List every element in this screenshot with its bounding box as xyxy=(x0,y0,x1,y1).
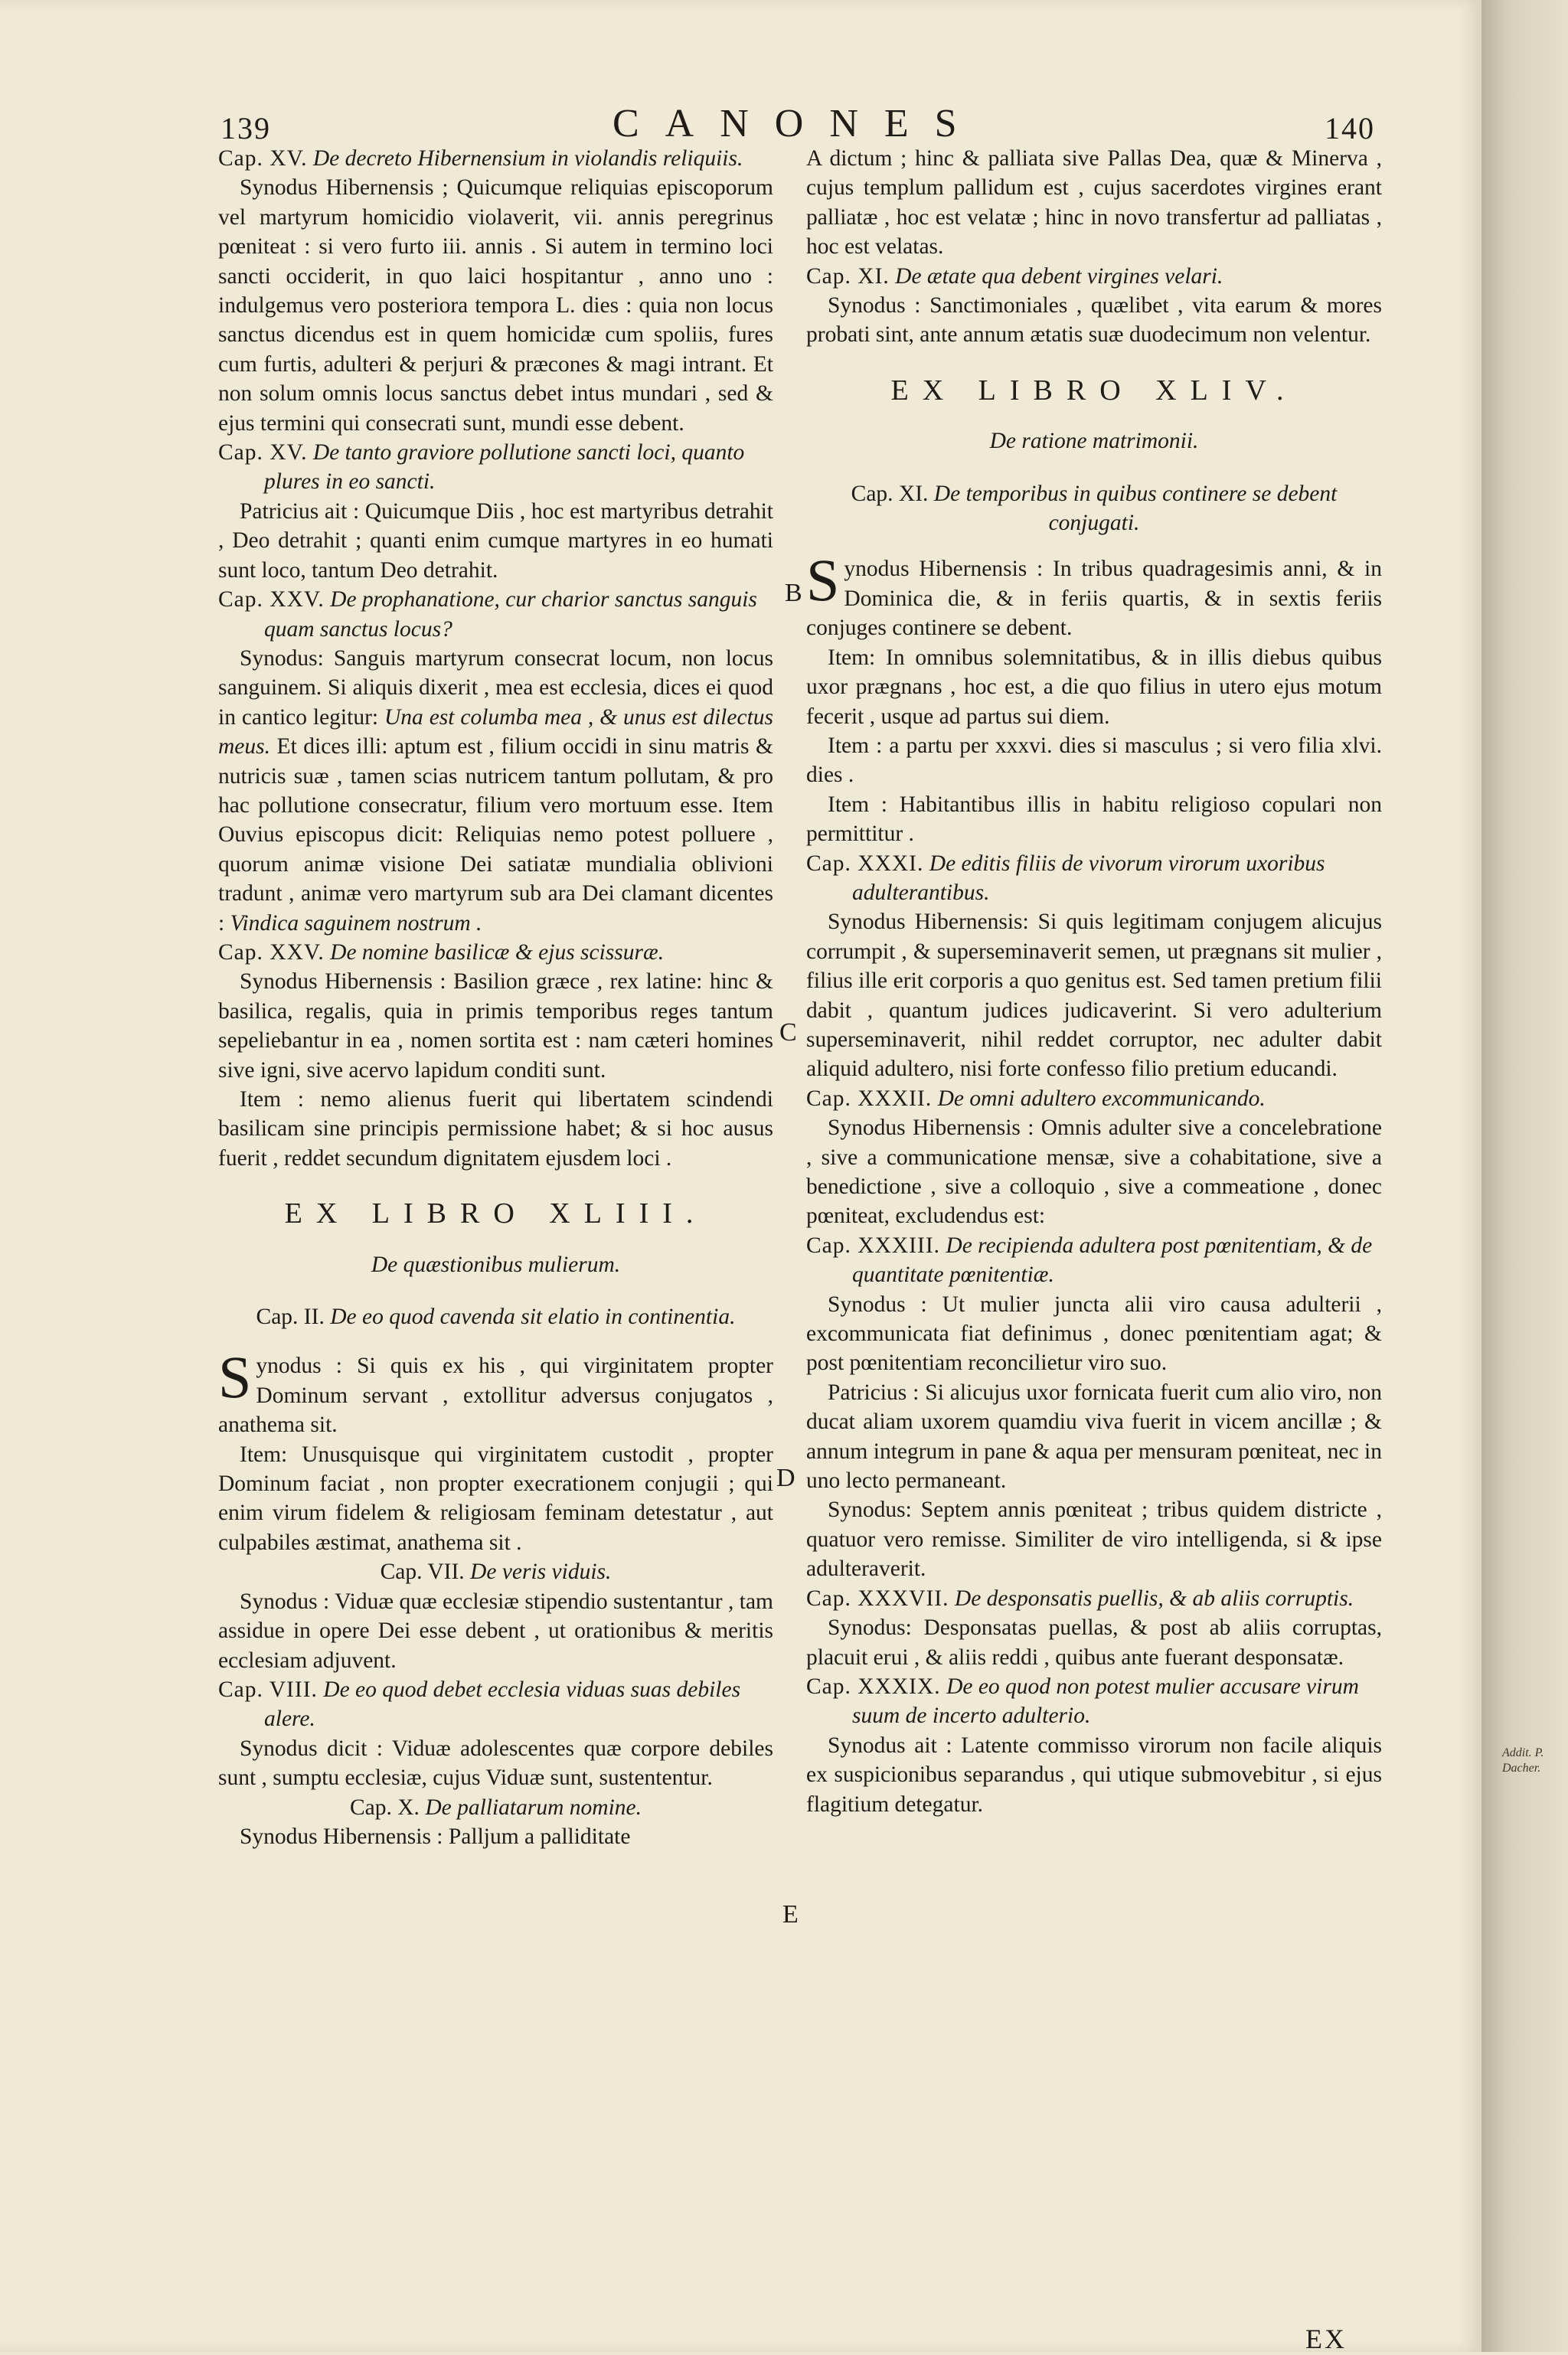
paragraph: Patricius : Si alicujus uxor fornicata fuerit cum alio viro, non ducat aliam uxorem quamdiu viva fuerit in vicem ancillæ ; & annum integrum in pane & aqua per mensuram pœniteat, nec in uno lecto permaneant. xyxy=(806,1380,1382,1494)
margin-letter-d: D xyxy=(776,1464,795,1492)
page-number-right: 140 xyxy=(1325,111,1375,145)
chapter-heading: Cap. XXXVII. De desponsatis puellis, & ab aliis corruptis. xyxy=(806,1586,1354,1611)
book-heading: EX LIBRO XLIII. xyxy=(284,1197,707,1230)
chapter-heading: Cap. II. De eo quod cavenda sit elatio in continentia. xyxy=(256,1305,736,1330)
book-heading: EX LIBRO XLIV. xyxy=(890,374,1298,407)
paragraph: Item : nemo alienus fuerit qui libertatem scindendi basilicam sine principis permissione habet; & si hoc ausus fuerit , reddet secundum dignitatem ejusdem loci . xyxy=(218,1087,773,1171)
paragraph: Synodus Hibernensis : In tribus quadragesimis anni, & in Dominica die, & in feriis quartis, & in sextis feriis conjuges continere se debent. xyxy=(806,547,1382,641)
paragraph: Synodus ait : Latente commisso virorum non facile aliquis ex suspicionibus separandus , qui utique submovebitur , si ejus flagitium detegatur. xyxy=(806,1733,1382,1817)
book-subtitle: De ratione matrimonii. xyxy=(989,429,1199,454)
paragraph: Synodus : Si quis ex his , qui virginitatem propter Dominum servant , extollitur adversus conjugatos , anathema sit. xyxy=(218,1344,773,1438)
chapter-heading: Cap. XXV. De prophanatione, cur charior sanctus sanguis quam sanctus locus? xyxy=(218,587,757,642)
chapter-heading: Cap. XI. De temporibus in quibus continere se debent conjugati. xyxy=(851,481,1338,536)
chapter-heading: Cap. VIII. De eo quod debet ecclesia viduas suas debiles alere. xyxy=(218,1677,741,1732)
left-column xyxy=(218,144,773,1851)
paragraph: Synodus Hibernensis: Si quis legitimam conjugem alicujus corrumpit , & superseminaverit semen, ut prægnans sit mulier , filius ille erit corporis a quo genitus est. Sed tamen pretium filii dabit , quantum judices judicaverint. Si vero adulterium superseminaverit, nihil reddet corruptor, nec adulter dabit aliquid adultero, nisi forte confesso filio pretium educandi. xyxy=(806,910,1382,1082)
right-column xyxy=(806,144,1382,1819)
chapter-heading: Cap. VII. De veris viduis. xyxy=(380,1560,612,1585)
paragraph: Synodus Hibernensis ; Quicumque reliquias episcoporum vel martyrum homicidio violaverit, vii. annis peregrinus pœniteat : si vero furto iii. annis . Si autem in termino loci sancti occiderit, in quo laici hospitantur , anno uno : indulgemus vero posteriora tempora L. dies : quia non locus sanctus dicendus est in quem homicidæ cum spoliis, fures cum furtis, adulteri & perjuri & præcones & magi intrant. Et non solum omnis locus sanctus debet intus mundari , sed & ejus termini qui consecrati sunt, mundi esse debent. xyxy=(218,175,773,436)
paragraph: Synodus Hibernensis : Palljum a palliditate xyxy=(240,1824,631,1849)
paragraph: Item : Habitantibus illis in habitu religioso copulari non permittitur . xyxy=(806,792,1382,847)
chapter-heading: Cap. XXXII. De omni adultero excommunicando. xyxy=(806,1086,1266,1111)
paragraph: Synodus: Sanguis martyrum consecrat locum, non locus sanguinem. Si aliquis dixerit , mea est ecclesia, dices ei quod in cantico legitur: Una est columba mea , & unus est dilectus meus. Et dices illi: aptum est , filium occidi in sinu matris & nutricis suæ , tamen scias nutricem tantum pollutam, & pro hac pollutione consecratur, filium vero mortuum esse. Item Ouvius episcopus dicit: Reliquias nemo potest polluere , quorum animæ visione Dei satiatæ mundialia oblivioni tradunt , animæ vero martyrum sub ara Dei clamant dicentes : Vindica saguinem nostrum . xyxy=(218,645,773,936)
paragraph: Synodus: Septem annis pœniteat ; tribus quidem districte , quatuor vero remisse. Similiter de viro intelligenda, si & ipse adulteraverit. xyxy=(806,1498,1382,1582)
paragraph: Patricius ait : Quicumque Diis , hoc est martyribus detrahit , Deo detrahit ; quanti enim cumque martyres in eo humati sunt loco, tantum Deo detrahit. xyxy=(218,498,773,583)
paragraph: A dictum ; hinc & palliata sive Pallas Dea, quæ & Minerva , cujus templum pallidum est , cujus sacerdotes virgines erant palliatæ , hoc est velatæ ; hinc in novo transfertur ad palliatas , hoc est velatas. xyxy=(806,146,1382,260)
page-number-left: 139 xyxy=(220,111,271,145)
book-spine xyxy=(1481,0,1568,2352)
paragraph: Synodus dicit : Viduæ adolescentes quæ corpore debiles sunt , sumptu ecclesiæ, cujus Viduæ sunt, sustententur. xyxy=(218,1736,773,1791)
chapter-heading: Cap. XV. De tanto graviore pollutione sancti loci, quanto plures in eo sancti. xyxy=(218,440,745,495)
catchword: EX xyxy=(1305,2324,1347,2354)
chapter-heading: Cap. XXXIII. De recipienda adultera post pœnitentiam, & de quantitate pœnitentiæ. xyxy=(806,1233,1373,1288)
edge-note: Addit. P. Dacher. xyxy=(1502,1746,1544,1775)
book-subtitle: De quæstionibus mulierum. xyxy=(371,1252,621,1277)
paragraph: Item: Unusquisque qui virginitatem custodit , propter Dominum faciat , non propter execrationem conjugii ; qui enim virum fidelem & religiosam feminam detestatur , aut culpabiles æstimat, anathema sit . xyxy=(218,1442,773,1555)
paragraph: Synodus : Sanctimoniales , quælibet , vita earum & mores probati sint, ante annum ætatis suæ duodecimum non velentur. xyxy=(806,293,1382,348)
chapter-heading: Cap. XV. De decreto Hibernensium in violandis reliquiis. xyxy=(218,146,743,171)
margin-letter-b: B xyxy=(785,579,802,607)
margin-letter-c: C xyxy=(779,1018,797,1047)
chapter-heading: Cap. XI. De ætate qua debent virgines velari. xyxy=(806,263,1223,289)
paragraph: Synodus Hibernensis : Omnis adulter sive a concelebratione , sive a communicatione mensæ, sive a cohabitatione, sive a benedictione , sive a colloquio , sive a commeatione , donec pœniteat, excludendus est: xyxy=(806,1115,1382,1229)
chapter-heading: Cap. X. De palliatarum nomine. xyxy=(349,1795,642,1820)
paragraph: Synodus Hibernensis : Basilion græce , rex latine: hinc & basilica, regalis, quia in primis temporibus reges tantum sepeliebantur in ea , nomen sortita est : nam cæteri homines sive igni, sive acervo lapidum conditi sunt. xyxy=(218,969,773,1083)
running-header xyxy=(0,90,1481,152)
paragraph: Item: In omnibus solemnitatibus, & in illis diebus quibus uxor prægnans , hoc est, a die quo filius in utero ejus motum fecerit , usque ad partus sui diem. xyxy=(806,645,1382,729)
paragraph: Synodus: Desponsatas puellas, & post ab aliis corruptas, placuit erui , & aliis reddi , quibus ante fuerant desponsatæ. xyxy=(806,1615,1382,1670)
chapter-heading: Cap. XXXI. De editis filiis de vivorum virorum uxoribus adulterantibus. xyxy=(806,851,1325,905)
paragraph: Synodus : Ut mulier juncta alii viro causa adulterii , excommunicata fiat definimus , donec pœnitentiam agat; & post pœnitentiam reconcilietur viro suo. xyxy=(806,1292,1382,1376)
chapter-heading: Cap. XXV. De nomine basilicæ & ejus scissuræ. xyxy=(218,939,665,965)
paragraph: Item : a partu per xxxvi. dies si masculus ; si vero filia xlvi. dies . xyxy=(806,733,1382,788)
running-title: CANONES xyxy=(612,102,983,145)
paragraph: Synodus : Viduæ quæ ecclesiæ stipendio sustentantur , tam assidue in opere Dei esse debent , ut orationibus & meritis ecclesiam adjuvent. xyxy=(218,1589,773,1673)
margin-letter-e: E xyxy=(782,1900,799,1929)
chapter-heading: Cap. XXXIX. De eo quod non potest mulier accusare virum suum de incerto adulterio. xyxy=(806,1674,1359,1729)
